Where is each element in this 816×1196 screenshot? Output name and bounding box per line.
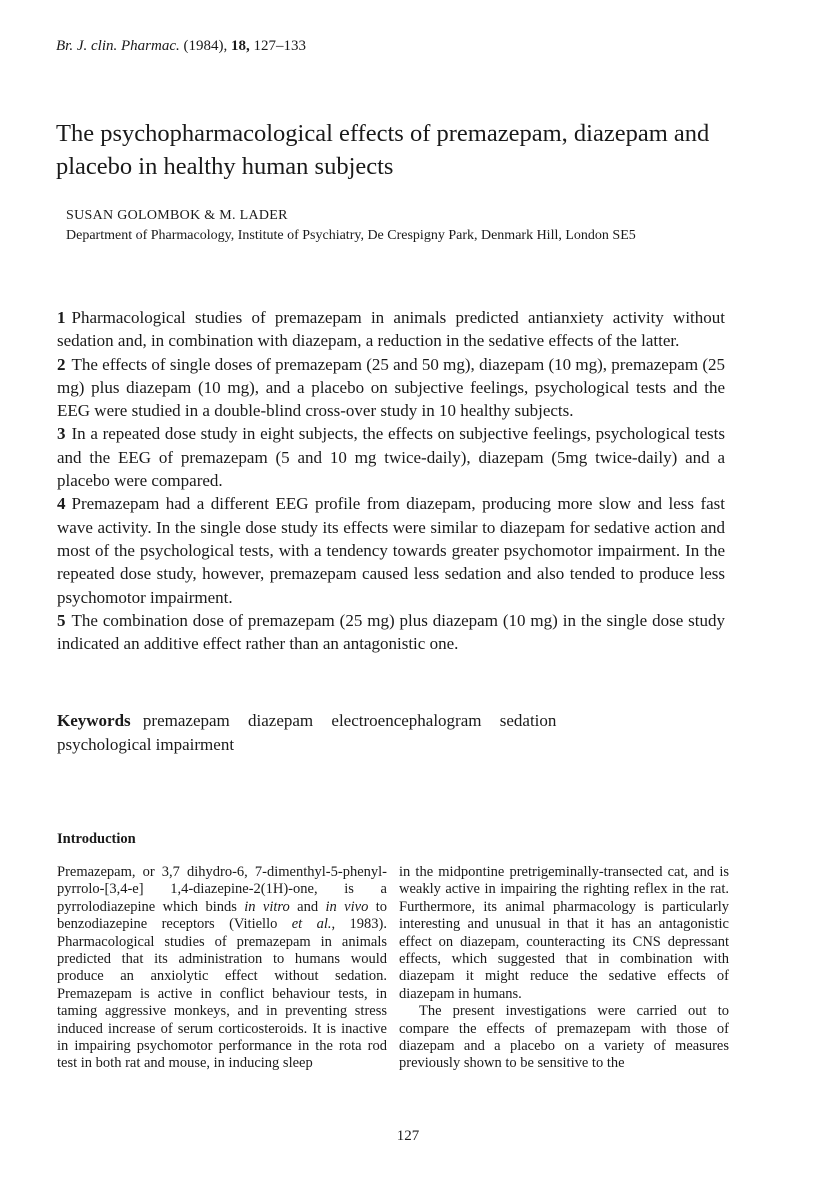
abstract-item-number: 3 [57, 424, 66, 444]
journal-name: Br. J. clin. Pharmac. [56, 38, 180, 54]
paragraph: The present investigations were carried out to compare the effects of premazepam with those of diazepam and a placebo on a variety of measures previously shown to be sensitive to the [399, 1003, 729, 1072]
text-run-italic: in vivo [325, 898, 369, 915]
introduction-column-left [57, 864, 387, 1073]
abstract-item-number: 2 [57, 354, 66, 374]
text-run: Premazepam, or 3,7 dihydro-6, 7-dimenthyl-5-phenyl-pyrrolo-[3,4-e] 1,4-diazepine-2(1H)-one, is a pyrrolodiazepine which binds [57, 864, 387, 915]
abstract-item [57, 306, 725, 353]
abstract-item [57, 353, 725, 423]
abstract-item-number: 4 [57, 494, 66, 514]
keyword: diazepam [248, 711, 314, 730]
abstract-item [57, 609, 725, 656]
keywords-label: Keywords [57, 711, 131, 730]
text-run-italic: et al. [291, 916, 332, 933]
introduction-column-right [399, 864, 729, 1073]
abstract [57, 306, 725, 655]
journal-pages: 127–133 [253, 38, 306, 54]
journal-year: (1984), [183, 38, 228, 54]
abstract-item-text: The combination dose of premazepam (25 mg) plus diazepam (10 mg) in the single dose study indicated an additive effect rather than an antagonistic one. [57, 610, 725, 654]
keywords [57, 709, 725, 757]
abstract-item-text: Premazepam had a different EEG profile from diazepam, producing more slow and less fast wave activity. In the single dose study its effects were similar to diazepam for sedative action and most of the psychological tests, with a tendency towards greater psychomotor impairment. In the repeated dose study, however, premazepam caused less sedation and also tended to produce less psychomotor impairment. [57, 494, 725, 607]
introduction-heading: Introduction [57, 831, 136, 847]
text-run: to benzodiazepine receptors (Vitiello [57, 898, 387, 933]
abstract-item-text: Pharmacological studies of premazepam in animals predicted antianxiety activity without sedation and, in combination with diazepam, a reduction in the sedative effects of the latter. [57, 308, 725, 351]
abstract-item-text: In a repeated dose study in eight subjects, the effects on subjective feelings, psychological tests and the EEG of premazepam (5 and 10 mg twice-daily), diazepam (5mg twice-daily) and a placebo were compared. [57, 424, 725, 491]
journal-volume: 18, [230, 38, 250, 54]
abstract-item [57, 422, 725, 492]
affiliation: Department of Pharmacology, Institute of Psychiatry, De Crespigny Park, Denmark Hill, London SE5 [66, 228, 636, 243]
paragraph [57, 864, 387, 1073]
keyword: electroencephalogram [331, 711, 482, 730]
page-number: 127 [396, 1128, 420, 1144]
abstract-item-text: The effects of single doses of premazepam (25 and 50 mg), diazepam (10 mg), premazepam (25 mg) plus diazepam (10 mg), and a placebo on subjective feelings, psychological tests and the EEG were studied in a double-blind cross-over study in 10 healthy subjects. [57, 354, 725, 421]
text-run: and [289, 898, 326, 915]
paragraph: in the midpontine pretrigeminally-transected cat, and is weakly active in impairing the righting reflex in the rat. Furthermore, its animal pharmacology is particularly interesting and unusual in that it has an antagonistic effect on diazepam, counteracting its CNS depressant effects, which suggested that in combination with diazepam it might reduce the sedative effects of diazepam in humans. [399, 864, 729, 1002]
authors: SUSAN GOLOMBOK & M. LADER [66, 208, 288, 223]
article-title: The psychopharmacological effects of premazepam, diazepam and placebo in healthy human subjects [56, 120, 710, 180]
abstract-item [57, 492, 725, 608]
journal-reference [56, 36, 306, 56]
keyword: psychological impairment [57, 735, 235, 754]
keyword: sedation [499, 711, 557, 730]
abstract-item-number: 5 [57, 610, 66, 630]
abstract-item-number: 1 [57, 308, 66, 327]
keyword: premazepam [142, 711, 230, 730]
text-run: , 1983). Pharmacological studies of premazepam in animals predicted that its administration to humans would produce an anxiolytic effect without sedation. Premazepam is active in conflict behaviour tests, in taming aggressive monkeys, and in preventing stress induced increase of serum corticosteroids. It is inactive in impairing psychomotor performance in the rota rod test in both rat and mouse, in inducing sleep [57, 916, 387, 1072]
text-run-italic: in vitro [244, 898, 290, 915]
